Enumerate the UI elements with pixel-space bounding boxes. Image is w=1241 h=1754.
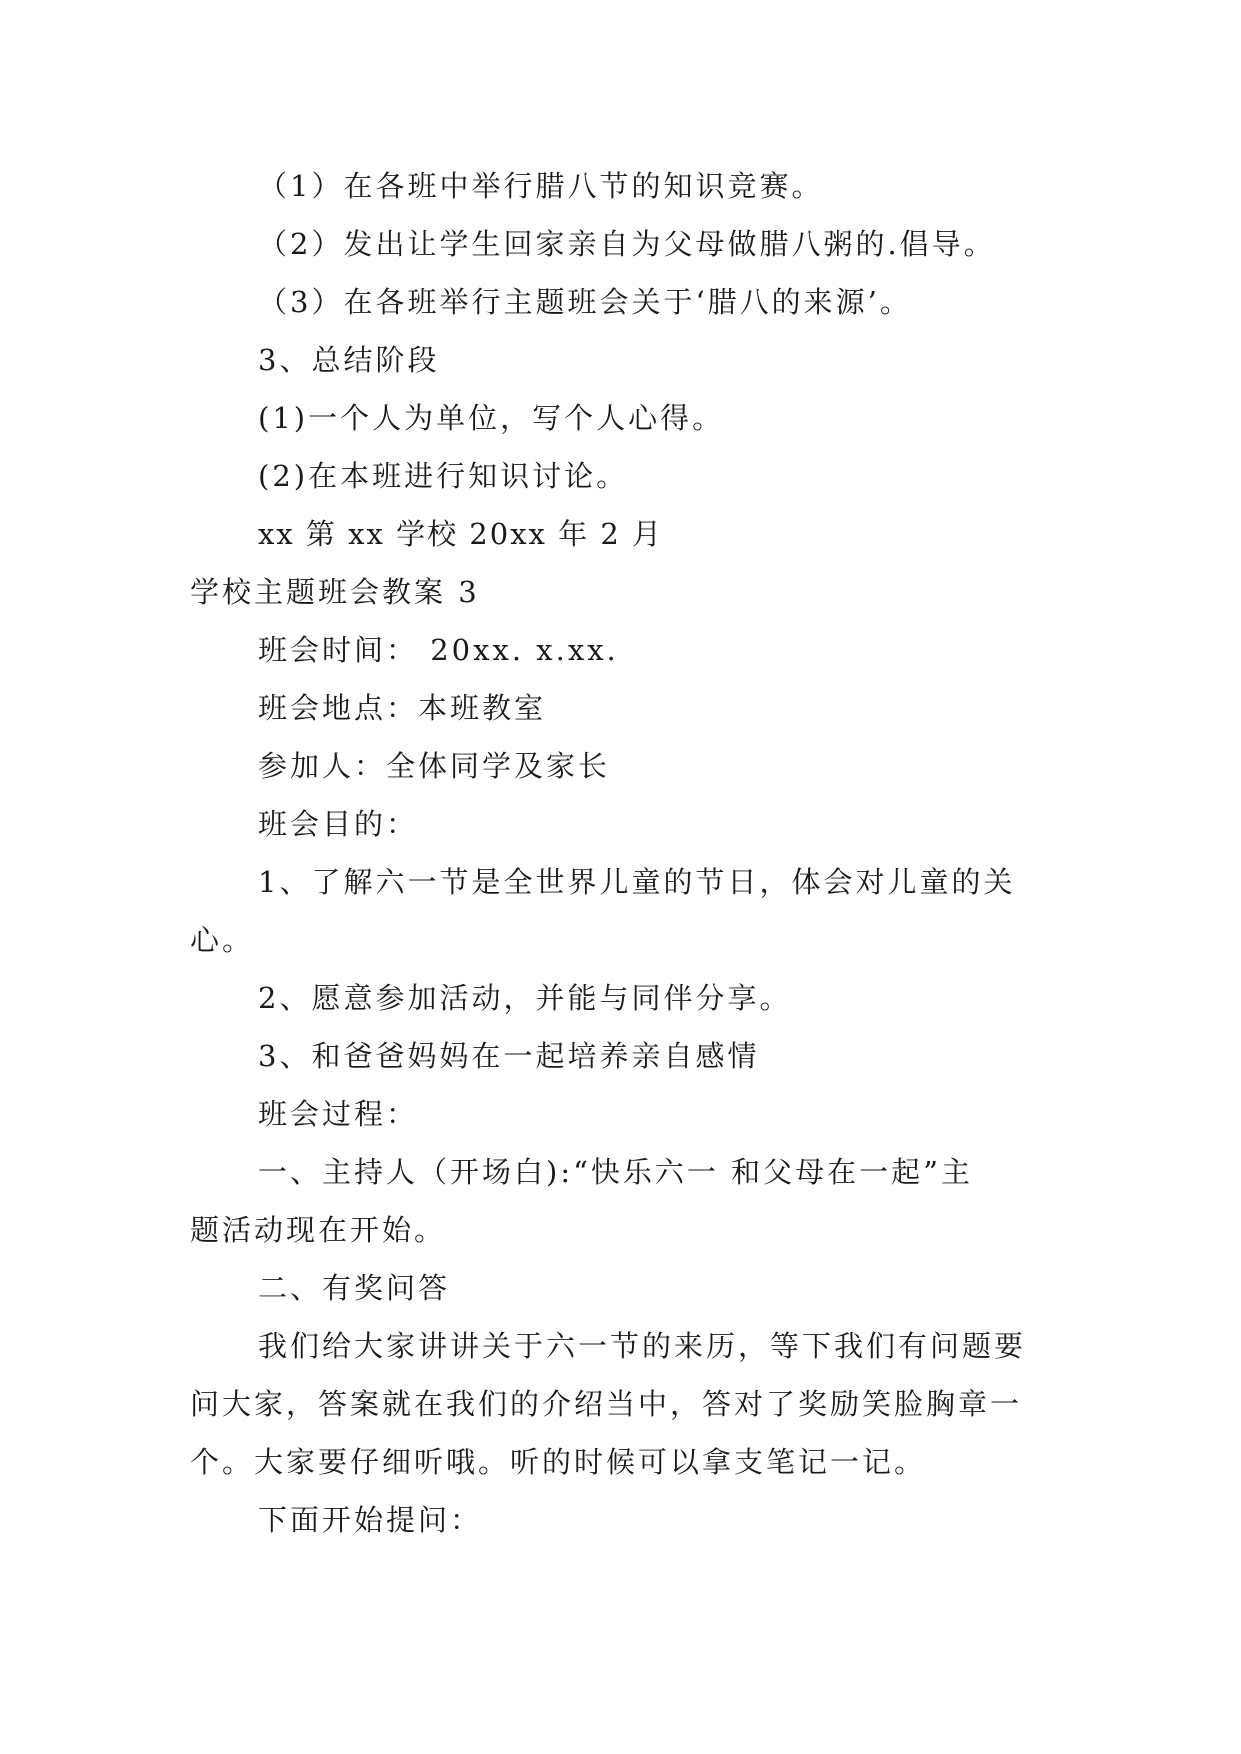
purpose-item-3: 3、和爸爸妈妈在一起培养亲自感情 [258, 1039, 760, 1073]
summary-item-2: (2)在本班进行知识讨论。 [258, 459, 629, 493]
participants: 参加人：全体同学及家长 [258, 749, 611, 783]
qa-paragraph-line-2: 问大家，答案就在我们的介绍当中，答对了奖励笑脸胸章一 [190, 1387, 1023, 1421]
purpose-item-2: 2、愿意参加活动，并能与同伴分享。 [258, 981, 792, 1015]
meeting-purpose-heading: 班会目的： [258, 807, 419, 841]
activity-item-3: （3）在各班举行主题班会关于‘腊八的来源’。 [258, 285, 912, 319]
process-step-2-heading: 二、有奖问答 [258, 1271, 451, 1305]
lesson-plan-title: 学校主题班会教案 3 [190, 575, 480, 609]
meeting-time: 班会时间： 20xx. x.xx. [258, 633, 619, 667]
process-step-1-cont: 题活动现在开始。 [190, 1213, 447, 1247]
activity-item-2: （2）发出让学生回家亲自为父母做腊八粥的.倡导。 [258, 227, 996, 261]
meeting-location: 班会地点：本班教室 [258, 691, 547, 725]
signature-date-line: xx 第 xx 学校 20xx 年 2 月 [258, 517, 664, 551]
meeting-process-heading: 班会过程： [258, 1097, 419, 1131]
questions-intro: 下面开始提问： [258, 1503, 483, 1537]
activity-item-1: （1）在各班中举行腊八节的知识竞赛。 [258, 169, 824, 203]
purpose-item-1: 1、了解六一节是全世界儿童的节日，体会对儿童的关 [258, 865, 1016, 899]
purpose-item-1-cont: 心。 [190, 923, 255, 957]
section-heading-summary: 3、总结阶段 [258, 343, 440, 377]
qa-paragraph-line-1: 我们给大家讲讲关于六一节的来历，等下我们有问题要 [258, 1329, 1027, 1363]
summary-item-1: (1)一个人为单位，写个人心得。 [258, 401, 725, 435]
process-step-1: 一、主持人（开场白):“快乐六一 和父母在一起”主 [258, 1155, 973, 1189]
qa-paragraph-line-3: 个。大家要仔细听哦。听的时候可以拿支笔记一记。 [190, 1445, 927, 1479]
